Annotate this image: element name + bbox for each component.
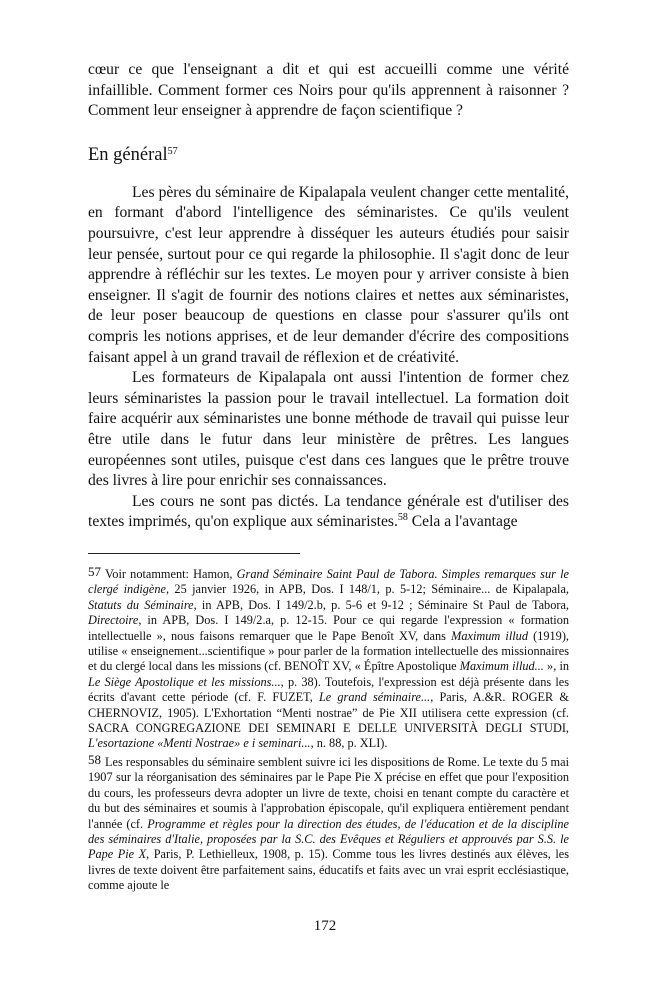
footnote-text: [88, 567, 569, 750]
footnote-segment: , in APB, Dos. I 149/2.b, p. 5-6 et 9-12 ; Séminaire St Paul de Tabora,: [193, 597, 569, 612]
footnote-segment: Les responsables du séminaire semblent suivre ici les dispositions de Rome. Le texte du 5 mai 1907 sur la réorganisation des séminaires par le Pape Pie X précise en effet que pour l'exposition du cours, les professeurs devra adopter un livre de texte, choisi en tenant compte du caractère et du but des séminaires et soumis à l'approbation épiscopale, qu'il expliquera entièrement pendant l'année (cf.: [88, 754, 569, 831]
paragraph: Les pères du séminaire de Kipalapala veulent changer cette mentalité, en formant d'abord l'intelligence des séminaristes. Ce qu'ils veulent poursuivre, c'est leur apprendre à disséquer les auteurs étudiés pour saisir leur pensée, surtout pour ce qui regarde la philosophie. Il s'agit donc de leur apprendre à réfléchir sur les textes. Le moyen pour y arriver consiste à bien enseigner. Il s'agit de fournir des notions claires et nettes aux séminaristes, de leur poser beaucoup de questions en classe pour s'assurer qu'ils ont compris les notions apprises, et de leur demander d'écrire des compositions faisant appel à un grand travail de réflexion et de créativité.: [88, 183, 569, 366]
footnote-57: [88, 564, 569, 752]
citation-title: Le grand séminaire...: [318, 690, 431, 705]
paragraph-text: Les cours ne sont pas dictés. La tendance générale est d'utiliser des textes imprimés, qu'on explique aux séminaristes.: [88, 492, 569, 531]
main-text: [88, 60, 569, 533]
citation-title: Grand Séminaire Saint Paul de Tabora. Simples remarques sur le clergé indigène: [88, 567, 569, 597]
footnote-segment: », in: [543, 659, 570, 674]
footnote-segment: , Paris, P. Lethielleux, 1908, p. 15). Comme tous les livres destinés aux élèves, les livres de texte doivent être parfaitement sains, éducatifs et faits avec un vrai esprit ecclésiastique, comme ajoute le: [88, 847, 569, 893]
footnote-segment: (1919), utilise « enseignement...scientifique » pour parler de la formation intellectuelle des missionnaires et du clergé local dans les missions (cf. BENOÎT XV, « Épître Apostolique: [88, 628, 569, 674]
paragraph: cœur ce que l'enseignant a dit et qui est accueilli comme une vérité infaillible. Comment former ces Noirs pour qu'ils apprennent à raisonner ? Comment leur enseigner à apprendre de façon scientifique ?: [88, 61, 569, 120]
footnote-58: [88, 752, 569, 894]
citation-title: Programme et règles pour la direction des études, de l'éducation et de la discipline des séminaires d'Italie, proposées par la S.C. des Evêques et Réguliers et approuvés par S.S. le Pape Pie X: [88, 816, 569, 862]
footnote-ref[interactable]: 58: [397, 512, 408, 524]
footnotes: [88, 564, 569, 894]
footnote-separator: [88, 553, 300, 554]
section-heading: [88, 144, 569, 166]
citation-title: Maximum illud...: [459, 659, 544, 674]
citation-title: Maximum illud: [451, 628, 528, 643]
footnote-text: [88, 755, 569, 892]
footnote-number: 58: [88, 751, 101, 767]
footnote-segment: , in APB, Dos. I 149/2.a, p. 12-15. Pour ce qui regarde l'expression « formation intellectuelle », nous faisons remarquer que le Pape Benoît XV, dans: [88, 613, 569, 643]
paragraph-text: Cela a l'avantage: [407, 513, 518, 531]
paragraph: Les formateurs de Kipalapala ont aussi l'intention de former chez leurs séminaristes la passion pour le travail intellectuel. La formation doit faire acquérir aux séminaristes une bonne méthode de travail qui puisse leur être utile dans le futur dans leur ministère de prêtres. Les langues européennes sont utiles, puisque c'est dans ces langues que le prêtre trouve des livres à lire pour enrichir ses connaissances.: [88, 369, 569, 490]
page-number: 172: [313, 918, 337, 934]
footnote-ref[interactable]: 57: [167, 145, 178, 157]
heading-text: En général: [88, 144, 168, 165]
footnote-segment: , p. 38). Toutefois, l'expression est déjà présente dans les écrits d'avant cette période (cf. F. FUZET,: [88, 674, 569, 705]
footnote-number: 57: [88, 564, 101, 579]
paragraph: [88, 492, 569, 533]
footnote-segment: , n. 88, p. XLI).: [310, 736, 388, 751]
citation-title: Statuts du Séminaire: [88, 597, 194, 612]
citation-title: Directoire: [88, 613, 139, 628]
citation-title: Le Siège Apostolique et les missions...: [88, 674, 281, 689]
footnote-segment: Voir notamment: Hamon,: [105, 567, 237, 581]
footnote-segment: , 25 janvier 1926, in APB, Dos. I 148/1, p. 5-12; Séminaire... de Kipalapala,: [165, 582, 570, 597]
footnote-segment: , Paris, A.&R. ROGER & CHERNOVIZ, 1905). L'Exhortation “Menti nostrae” de Pie XII utilisera cette expression (cf. SACRA CONGREGAZIONE DEI SEMINARI E DELLE UNIVERSITÀ DEGLI STUDI,: [88, 690, 569, 736]
citation-title: L'esortazione «Menti Nostrae» e i seminari...: [88, 736, 311, 751]
